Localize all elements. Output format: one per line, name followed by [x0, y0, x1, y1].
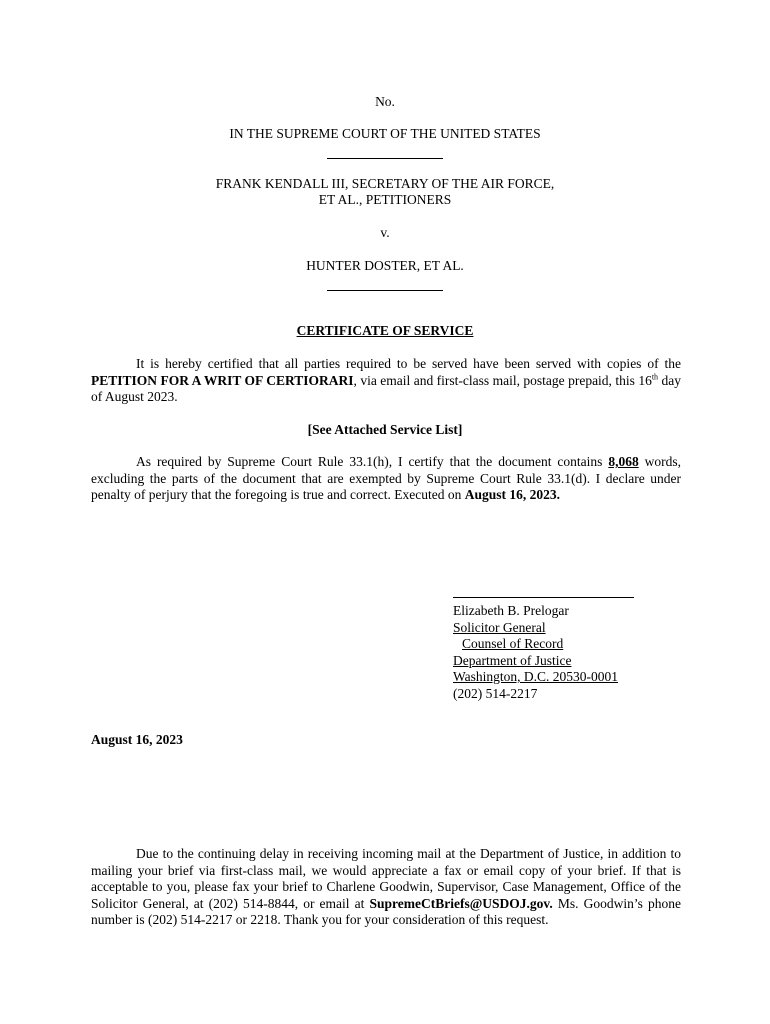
- notice-text-1: Due to the continuing delay in receiving incoming mail at the Department of Justice, in addition to mailing your brief via first-class mail, we would appreciate a fax or email copy of your brief. If that is acceptable to you, please fax your brief to Charlene Goodwin, Supervisor, Case Management, Office of the Solicitor General, at (202) 514-8844, or email at: [91, 846, 681, 911]
- service-text-2: , via email and first-class mail, postage prepaid, this 16: [353, 372, 652, 388]
- caption-divider-top: [0, 147, 770, 157]
- word-count-value: 8,068: [608, 454, 639, 469]
- signer-phone: (202) 514-2217: [453, 685, 538, 701]
- signature-block: [453, 597, 693, 702]
- signer-role: Counsel of Record: [462, 636, 564, 651]
- signer-address: Washington, D.C. 20530-0001: [453, 669, 619, 684]
- document-date: August 16, 2023: [91, 732, 183, 747]
- certificate-title: CERTIFICATE OF SERVICE: [296, 323, 474, 338]
- service-list-note: [See Attached Service List]: [307, 422, 463, 437]
- service-text-1: It is hereby certified that all parties required to be served have been served with copies of the: [136, 356, 681, 371]
- versus: v.: [380, 225, 390, 240]
- petitioner-line-2: ET AL., PETITIONERS: [318, 192, 452, 207]
- executed-date: August 16, 2023.: [464, 487, 561, 502]
- word-count-text-1: As required by Supreme Court Rule 33.1(h), I certify that the document contains: [136, 454, 609, 469]
- mail-notice-paragraph: [91, 846, 681, 929]
- service-text-3: day of August 2023.: [91, 372, 681, 404]
- respondent: HUNTER DOSTER, ET AL.: [306, 258, 464, 273]
- document-name: PETITION FOR A WRIT OF CERTIORARI: [91, 372, 354, 388]
- signer-title: Solicitor General: [453, 619, 546, 635]
- word-count-paragraph: [91, 454, 681, 504]
- signer-name: Elizabeth B. Prelogar: [453, 603, 569, 618]
- signer-department: Department of Justice: [453, 652, 572, 668]
- service-paragraph: [91, 356, 681, 406]
- word-count-text-2: words, excluding the parts of the document that are exempted by Supreme Court Rule 33.1(d). I declare under penalty of perjury that the foregoing is true and correct. Executed on: [91, 454, 681, 502]
- docket-number: No.: [375, 94, 395, 109]
- notice-email: SupremeCtBriefs@USDOJ.gov.: [369, 895, 553, 911]
- signature-line: [453, 597, 634, 598]
- notice-text-2: Ms. Goodwin’s phone number is (202) 514-2217 or 2218. Thank you for your consideration of this request.: [91, 895, 681, 927]
- petitioner-line-1: FRANK KENDALL III, SECRETARY OF THE AIR FORCE,: [215, 176, 555, 191]
- ordinal-superscript: th: [651, 372, 659, 381]
- caption-divider-bottom: [0, 279, 770, 289]
- court-name: IN THE SUPREME COURT OF THE UNITED STATES: [229, 126, 541, 141]
